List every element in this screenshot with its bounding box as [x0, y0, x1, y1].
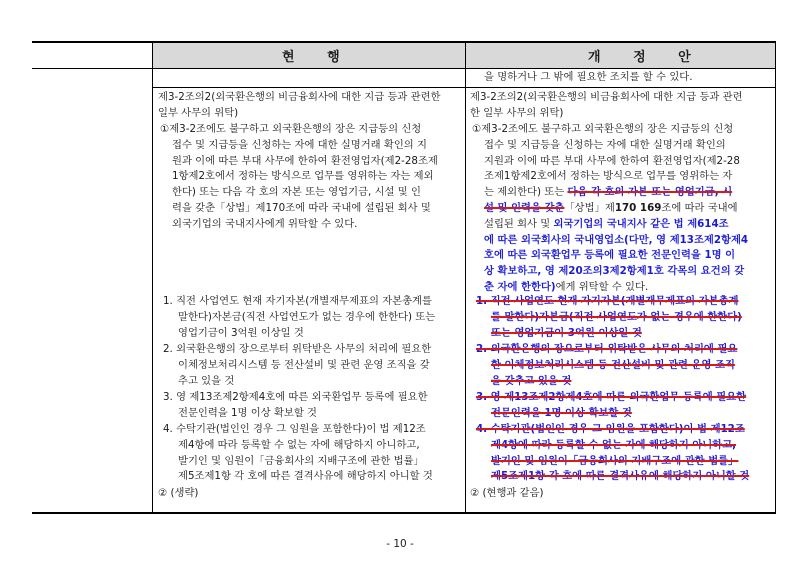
deleted-text: 설 및 인력을 갖춘	[484, 201, 565, 214]
left-item-1: 1. 직전 사업연도 현재 자기자본(개별재무제표의 자본총계를 말한다)자본금(직전 사업연도가 없는 경우에 한한다) 또는 영업기금이 3억원 이상일 것	[163, 295, 436, 339]
left-item-3: 3. 영 제13조제2항제4호에 따른 외국환업무 등록에 필요한 전문인력을 1명 이상 확보할 것	[163, 391, 428, 419]
right-paragraph-1: ①제3-2조에도 불구하고 외국환은행의 장은 지급등의 신청 접수 및 지급등을 신청하는 자에 대한 실명거래 확인의 지원과 이에 따른 부대 사무에 한하여 환전영업자(제2-28 조제1항제2호에서 정하는 방식으로 업무를 영위하는 자 는 제외한다) 또는 다음 각 호의 자본 또는 영업기금, 시 설 및 인력을 갖춘「상법」제170 169조에 따라 국내에 설립된 회사 및 외국기업의 국내지사 같은 법 제614조 에 따른 외국회사의 국내영업소(다만, 영 제13조제2항제4 호에 따른 외국환업무 등록에 필요한 전문인력을 1명 이 상 확보하고, 영 제20조의3제2항제1호 각목의 요건의 갖 춘 자에 한한다)에게 위탁할 수 있다.	[472, 123, 749, 293]
right-top-line: 을 명하거나 그 밖에 필요한 조치를 할 수 있다.	[484, 71, 693, 83]
table-top-rule	[32, 41, 776, 43]
inserted-text: 상 확보하고, 영 제20조의3제2항제1호 각목의 요건의 갖	[484, 265, 745, 278]
column-divider-middle	[465, 41, 466, 514]
deleted-text: 다음 각 호의 자본 또는 영업기금, 시	[567, 186, 733, 199]
left-paragraph-1: ①제3-2조에도 불구하고 외국환은행의 장은 지급등의 신청 접수 및 지급등을 신청하는 자에 대한 실명거래 확인의 지 원과 이에 따른 부대 사무에 한하여 환전영업자(제2-28조제 1항제2호에서 정하는 방식으로 업무를 영위하는 자는 제외 한다) 또는 다음 각 호의 자본 또는 영업기금, 시설 및 인 력을 갖춘「상법」제170조에 따라 국내에 설립된 회사 및 외국기업의 국내지사에게 위탁할 수 있다.	[160, 123, 438, 230]
column-divider-right	[775, 41, 776, 514]
right-item-2-deleted: 2. 외국환은행의 장으로부터 위탁받은 사무의 처리에 필요 한 이체정보처리시스템 등 전산설비 및 관련 운영 조직 을 갖추고 있을 것	[476, 343, 738, 387]
left-item-2: 2. 외국환은행의 장으로부터 위탁받은 사무의 처리에 필요한 이체정보처리시스템 등 전산설비 및 관련 운영 조직을 갖 추고 있을 것	[163, 343, 432, 387]
left-item-4: 4. 수탁기관(법인인 경우 그 임원을 포함한다)이 법 제12조 제4항에 따라 등록할 수 없는 자에 해당하지 아니하고, 발기인 및 임원이「금융회사의 지배구조에 관한 법률」 제5조제1항 각 호에 따른 결격사유에 해당하지 아니할 것	[163, 423, 433, 483]
amended-number: 170 169	[614, 201, 662, 214]
inserted-text: 외국기업의 국내지사 같은 법 제614조	[553, 217, 729, 230]
right-item-1-deleted: 1. 직전 사업연도 현재 자기자본(개별재무제표의 자본총계 를 말한다)자본금(직전 사업연도가 없는 경우에 한한다) 또는 영업기금이 3억원 이상일 것	[476, 295, 742, 339]
header-amended: 개 정 안	[588, 50, 705, 65]
left-article-title: 제3-2조의2(외국환은행의 비금융회사에 대한 지급 등과 관련한 일부 사무의 위탁)	[158, 91, 441, 119]
inserted-text: 호에 따른 외국환업무 등록에 필요한 전문인력을 1명 이	[484, 249, 736, 262]
right-item-3-deleted: 3. 영 제13조제2항제4호에 따른 외국환업무 등록에 필요한 전문인력을 1명 이상 확보할 것	[476, 391, 747, 419]
page-number: - 10 -	[386, 538, 414, 550]
right-item-4-deleted: 4. 수탁기관(법인인 경우 그 임원을 포함한다)이 법 제12조 제4항에 따라 등록할 수 없는 자에 해당하지 아니하고, 발기인 및 임원이「금융회사의 지배구조에 관한 법률」 제5조제1항 각 호에 따른 결격사유에 해당하지 아니할 것	[476, 423, 750, 483]
right-article-title: 제3-2조의2(외국환은행의 비금융회사에 대한 지급 등과 관련 한 일부 사무의 위탁)	[470, 91, 743, 119]
header-bottom-rule	[32, 68, 776, 69]
header-current: 현 행	[282, 50, 354, 65]
inserted-text: 춘 자에 한한다)	[484, 280, 556, 293]
inserted-text: 에 따른 외국회사의 국내영업소(다만, 영 제13조제2항제4	[484, 233, 749, 246]
right-paragraph-2: ② (현행과 같음)	[470, 487, 544, 499]
column-divider-left	[152, 41, 153, 514]
row-divider	[152, 87, 775, 88]
table-bottom-rule	[32, 512, 776, 514]
left-paragraph-2: ② (생략)	[158, 487, 199, 499]
